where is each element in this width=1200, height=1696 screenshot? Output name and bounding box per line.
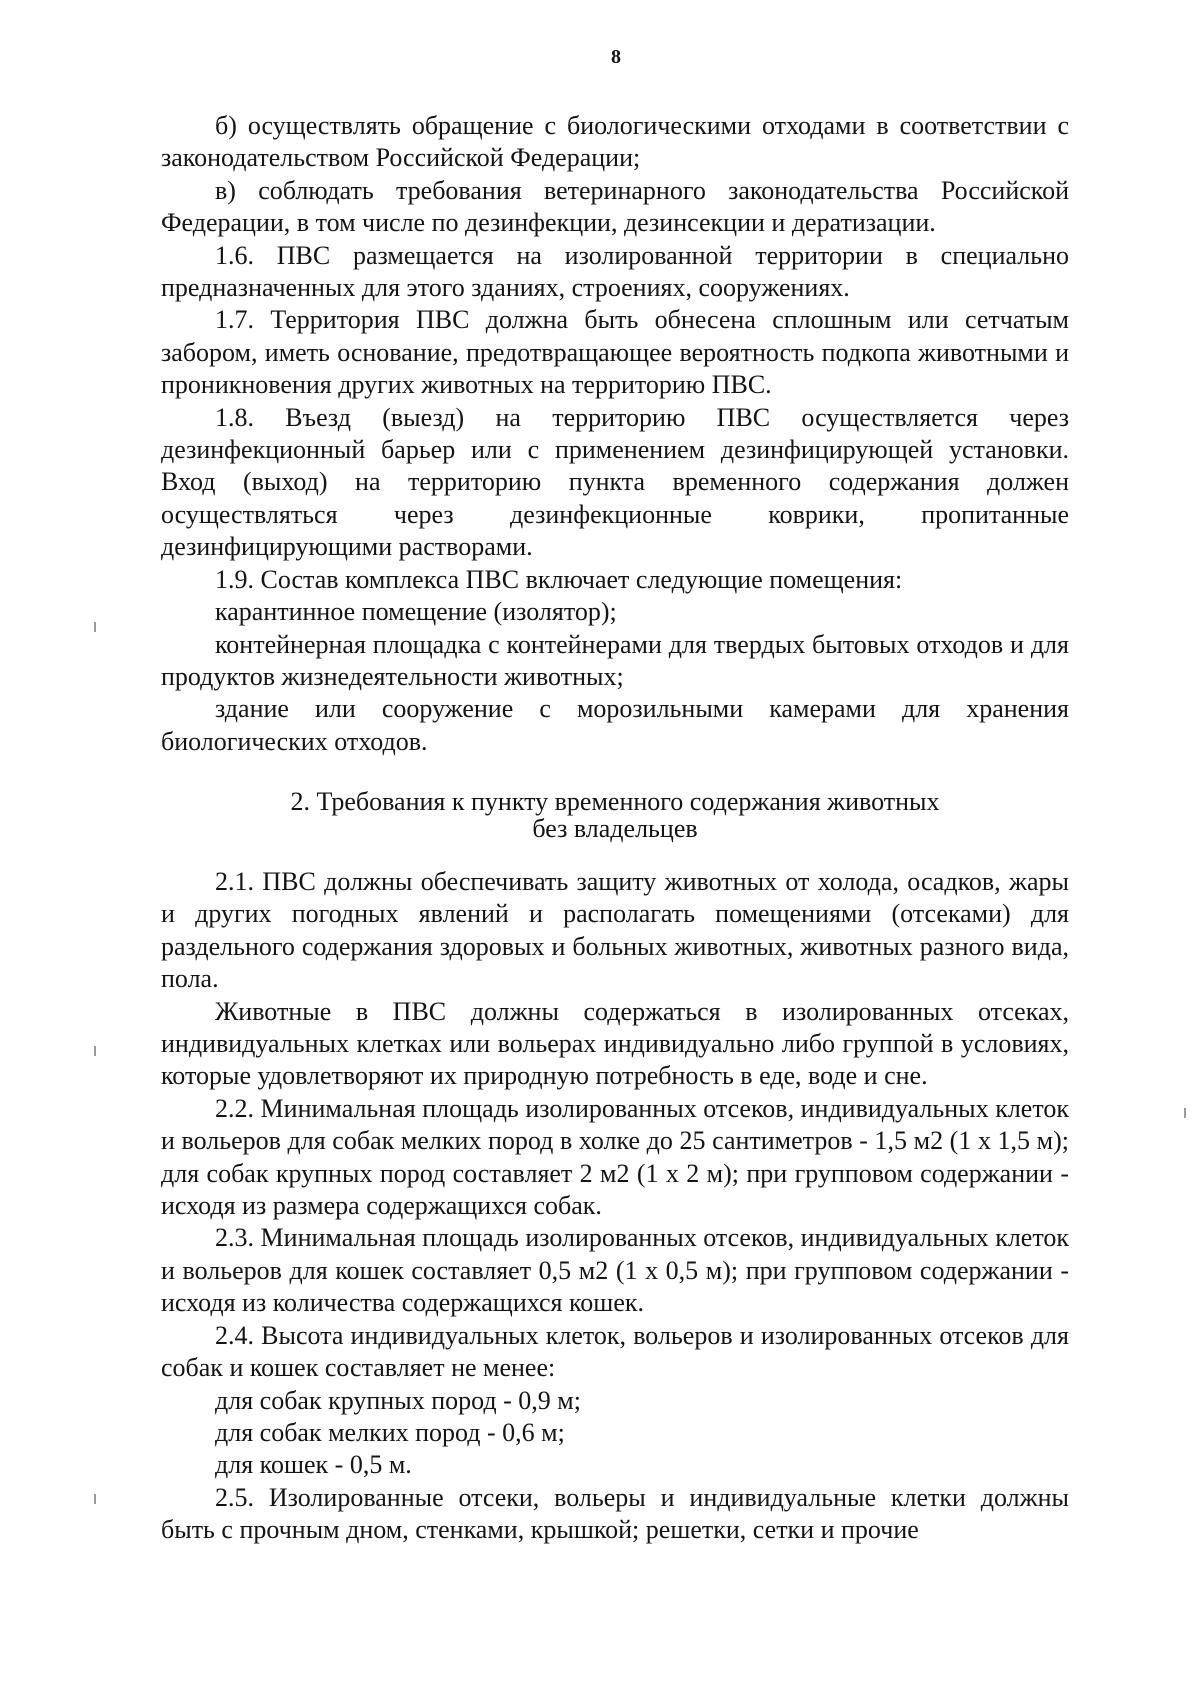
scan-mark — [94, 1494, 96, 1504]
paragraph-1-8: 1.8. Въезд (выезд) на территорию ПВС осуществляется через дезинфекционный барьер или с применением дезинфицирующей установки. Вход (выход) на территорию пункта временного содержания должен осуществляться через дезинфекционные коврики, пропитанные дезинфицирующими растворами. — [161, 402, 1069, 562]
list-item-small-dogs: для собак мелких пород - 0,6 м; — [215, 1417, 565, 1447]
section-2-heading-line-2: без владельцев — [532, 814, 698, 843]
paragraph-1-7: 1.7. Территория ПВС должна быть обнесена сплошным или сетчатым забором, иметь основание, предотвращающее вероятность подкопа животными и проникновения других животных на территорию ПВС. — [161, 305, 1069, 400]
paragraph-2-4: 2.4. Высота индивидуальных клеток, вольеров и изолированных отсеков для собак и кошек составляет не менее: — [161, 1320, 1069, 1383]
list-item-freezer-building: здание или сооружение с морозильными камерами для хранения биологических отходов. — [161, 694, 1069, 756]
section-1-body — [161, 110, 1069, 758]
scan-mark — [1184, 1108, 1186, 1118]
list-item-container-area: контейнерная площадка с контейнерами для твердых бытовых отходов и для продуктов жизнедеятельности животных; — [161, 629, 1069, 691]
section-2-body — [161, 866, 1069, 1547]
paragraph-2-5: 2.5. Изолированные отсеки, вольеры и индивидуальные клетки должны быть с прочным дном, стенками, крышкой; решетки, сетки и прочие — [161, 1482, 1069, 1545]
paragraph-1-9: 1.9. Состав комплекса ПВС включает следующие помещения: — [215, 564, 903, 594]
list-item-quarantine: карантинное помещение (изолятор); — [215, 597, 617, 627]
list-item-large-dogs: для собак крупных пород - 0,9 м; — [215, 1385, 581, 1415]
page-number: 8 — [611, 46, 621, 68]
paragraph-b: б) осуществлять обращение с биологическими отходами в соответствии с законодательством Российской Федерации; — [161, 111, 1069, 173]
paragraph-2-2: 2.2. Минимальная площадь изолированных отсеков, индивидуальных клеток и вольеров для собак мелких пород в холке до 25 сантиметров - 1,5 м2 (1 х 1,5 м); для собак крупных пород составляет 2 м2 (1 х 2 м); при групповом содержании - исходя из размера содержащихся собак. — [161, 1093, 1069, 1221]
list-item-cats: для кошек - 0,5 м. — [215, 1450, 412, 1480]
scan-mark — [94, 1046, 96, 1056]
paragraph-v: в) соблюдать требования ветеринарного законодательства Российской Федерации, в том числе по дезинфекции, дезинсекции и дератизации. — [161, 175, 1069, 238]
paragraph-animals-housing: Животные в ПВС должны содержаться в изолированных отсеках, индивидуальных клетках или вольерах индивидуально либо группой в условиях, которые удовлетворяют их природную потребность в еде, воде и сне. — [161, 996, 1069, 1091]
paragraph-2-1: 2.1. ПВС должны обеспечивать защиту животных от холода, осадков, жары и других погодных явлений и располагать помещениями (отсеками) для раздельного содержания здоровых и больных животных, животных разного вида, пола. — [161, 867, 1069, 994]
scan-mark — [94, 622, 96, 632]
section-2-heading — [161, 788, 1069, 842]
paragraph-1-6: 1.6. ПВС размещается на изолированной территории в специально предназначенных для этого зданиях, строениях, сооружениях. — [161, 240, 1069, 303]
paragraph-2-3: 2.3. Минимальная площадь изолированных отсеков, индивидуальных клеток и вольеров для кошек составляет 0,5 м2 (1 х 0,5 м); при групповом содержании - исходя из количества содержащихся кошек. — [161, 1223, 1069, 1318]
section-2-heading-line-1: 2. Требования к пункту временного содержания животных — [290, 787, 940, 816]
